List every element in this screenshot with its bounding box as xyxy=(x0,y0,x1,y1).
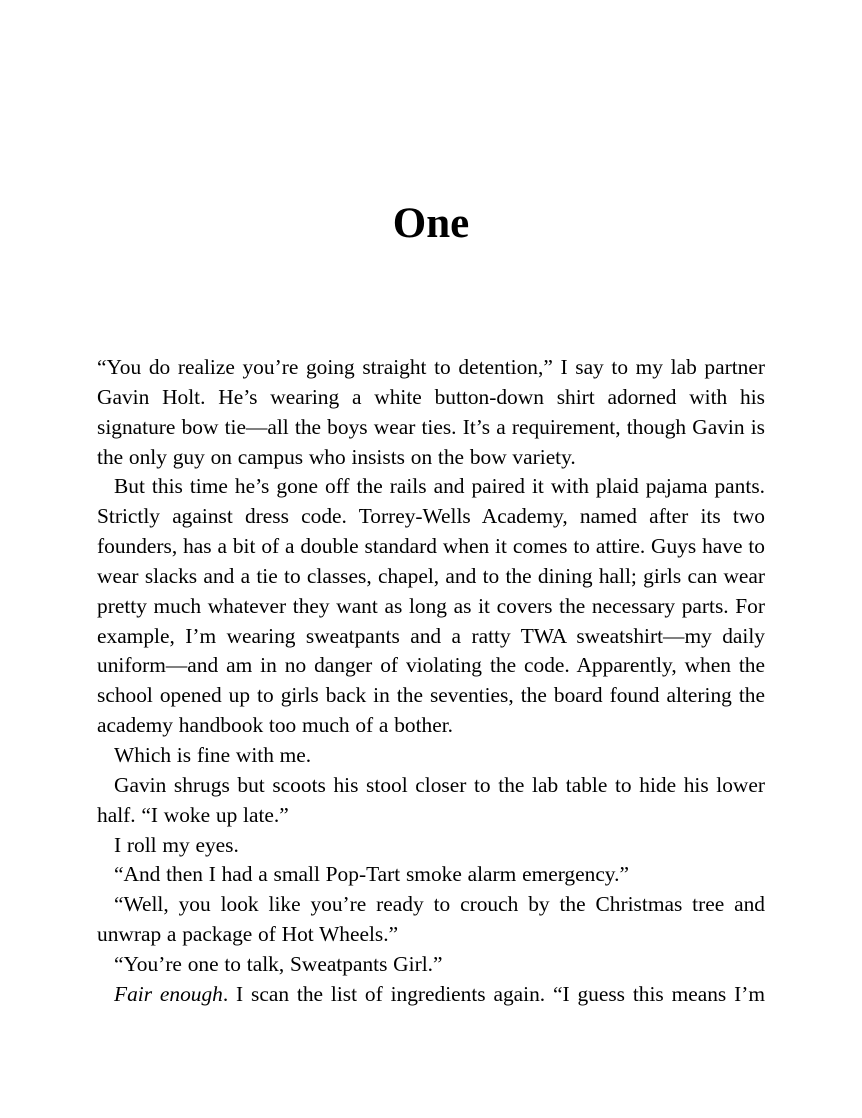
paragraph xyxy=(97,980,765,1010)
italic-text-run: Fair enough xyxy=(114,981,223,1006)
paragraph xyxy=(97,831,765,861)
text-run: “And then I had a small Pop-Tart smoke alarm emergency.” xyxy=(114,862,629,887)
chapter-title: One xyxy=(392,200,470,247)
paragraph xyxy=(97,950,765,980)
paragraph xyxy=(97,860,765,890)
text-run: I roll my eyes. xyxy=(114,832,239,857)
paragraph xyxy=(97,353,765,472)
body-text xyxy=(97,353,765,1010)
text-run: . I scan the list of ingredients again. “I guess this means I’m xyxy=(222,981,765,1006)
text-run: “Well, you look like you’re ready to crouch by the Christmas tree and unwrap a package of Hot Wheels.” xyxy=(97,892,765,947)
text-run: But this time he’s gone off the rails and paired it with plaid pajama pants. Strictly against dress code. Torrey-Wells Academy, named after its two founders, has a bit of a double standard when it comes to attire. Guys have to wear slacks and a tie to classes, chapel, and to the dining hall; girls can wear pretty much whatever they want as long as it covers the necessary parts. For example, I’m wearing sweatpants and a ratty TWA sweatshirt—my daily uniform—and am in no danger of violating the code. Apparently, when the school opened up to girls back in the seventies, the board found altering the academy handbook too much of a bother. xyxy=(97,474,765,738)
paragraph xyxy=(97,890,765,950)
text-run: Gavin shrugs but scoots his stool closer to the lab table to hide his lower half. “I woke up late.” xyxy=(97,772,765,827)
text-run: Which is fine with me. xyxy=(114,742,312,767)
paragraph xyxy=(97,771,765,831)
paragraph xyxy=(97,741,765,771)
paragraph xyxy=(97,472,765,741)
text-run: “You’re one to talk, Sweatpants Girl.” xyxy=(114,951,443,976)
text-run: “You do realize you’re going straight to detention,” I say to my lab partner Gavin Holt. He’s wearing a white button-down shirt adorned with his signature bow tie—all the boys wear ties. It’s a requirement, though Gavin is the only guy on campus who insists on the bow variety. xyxy=(97,355,765,469)
